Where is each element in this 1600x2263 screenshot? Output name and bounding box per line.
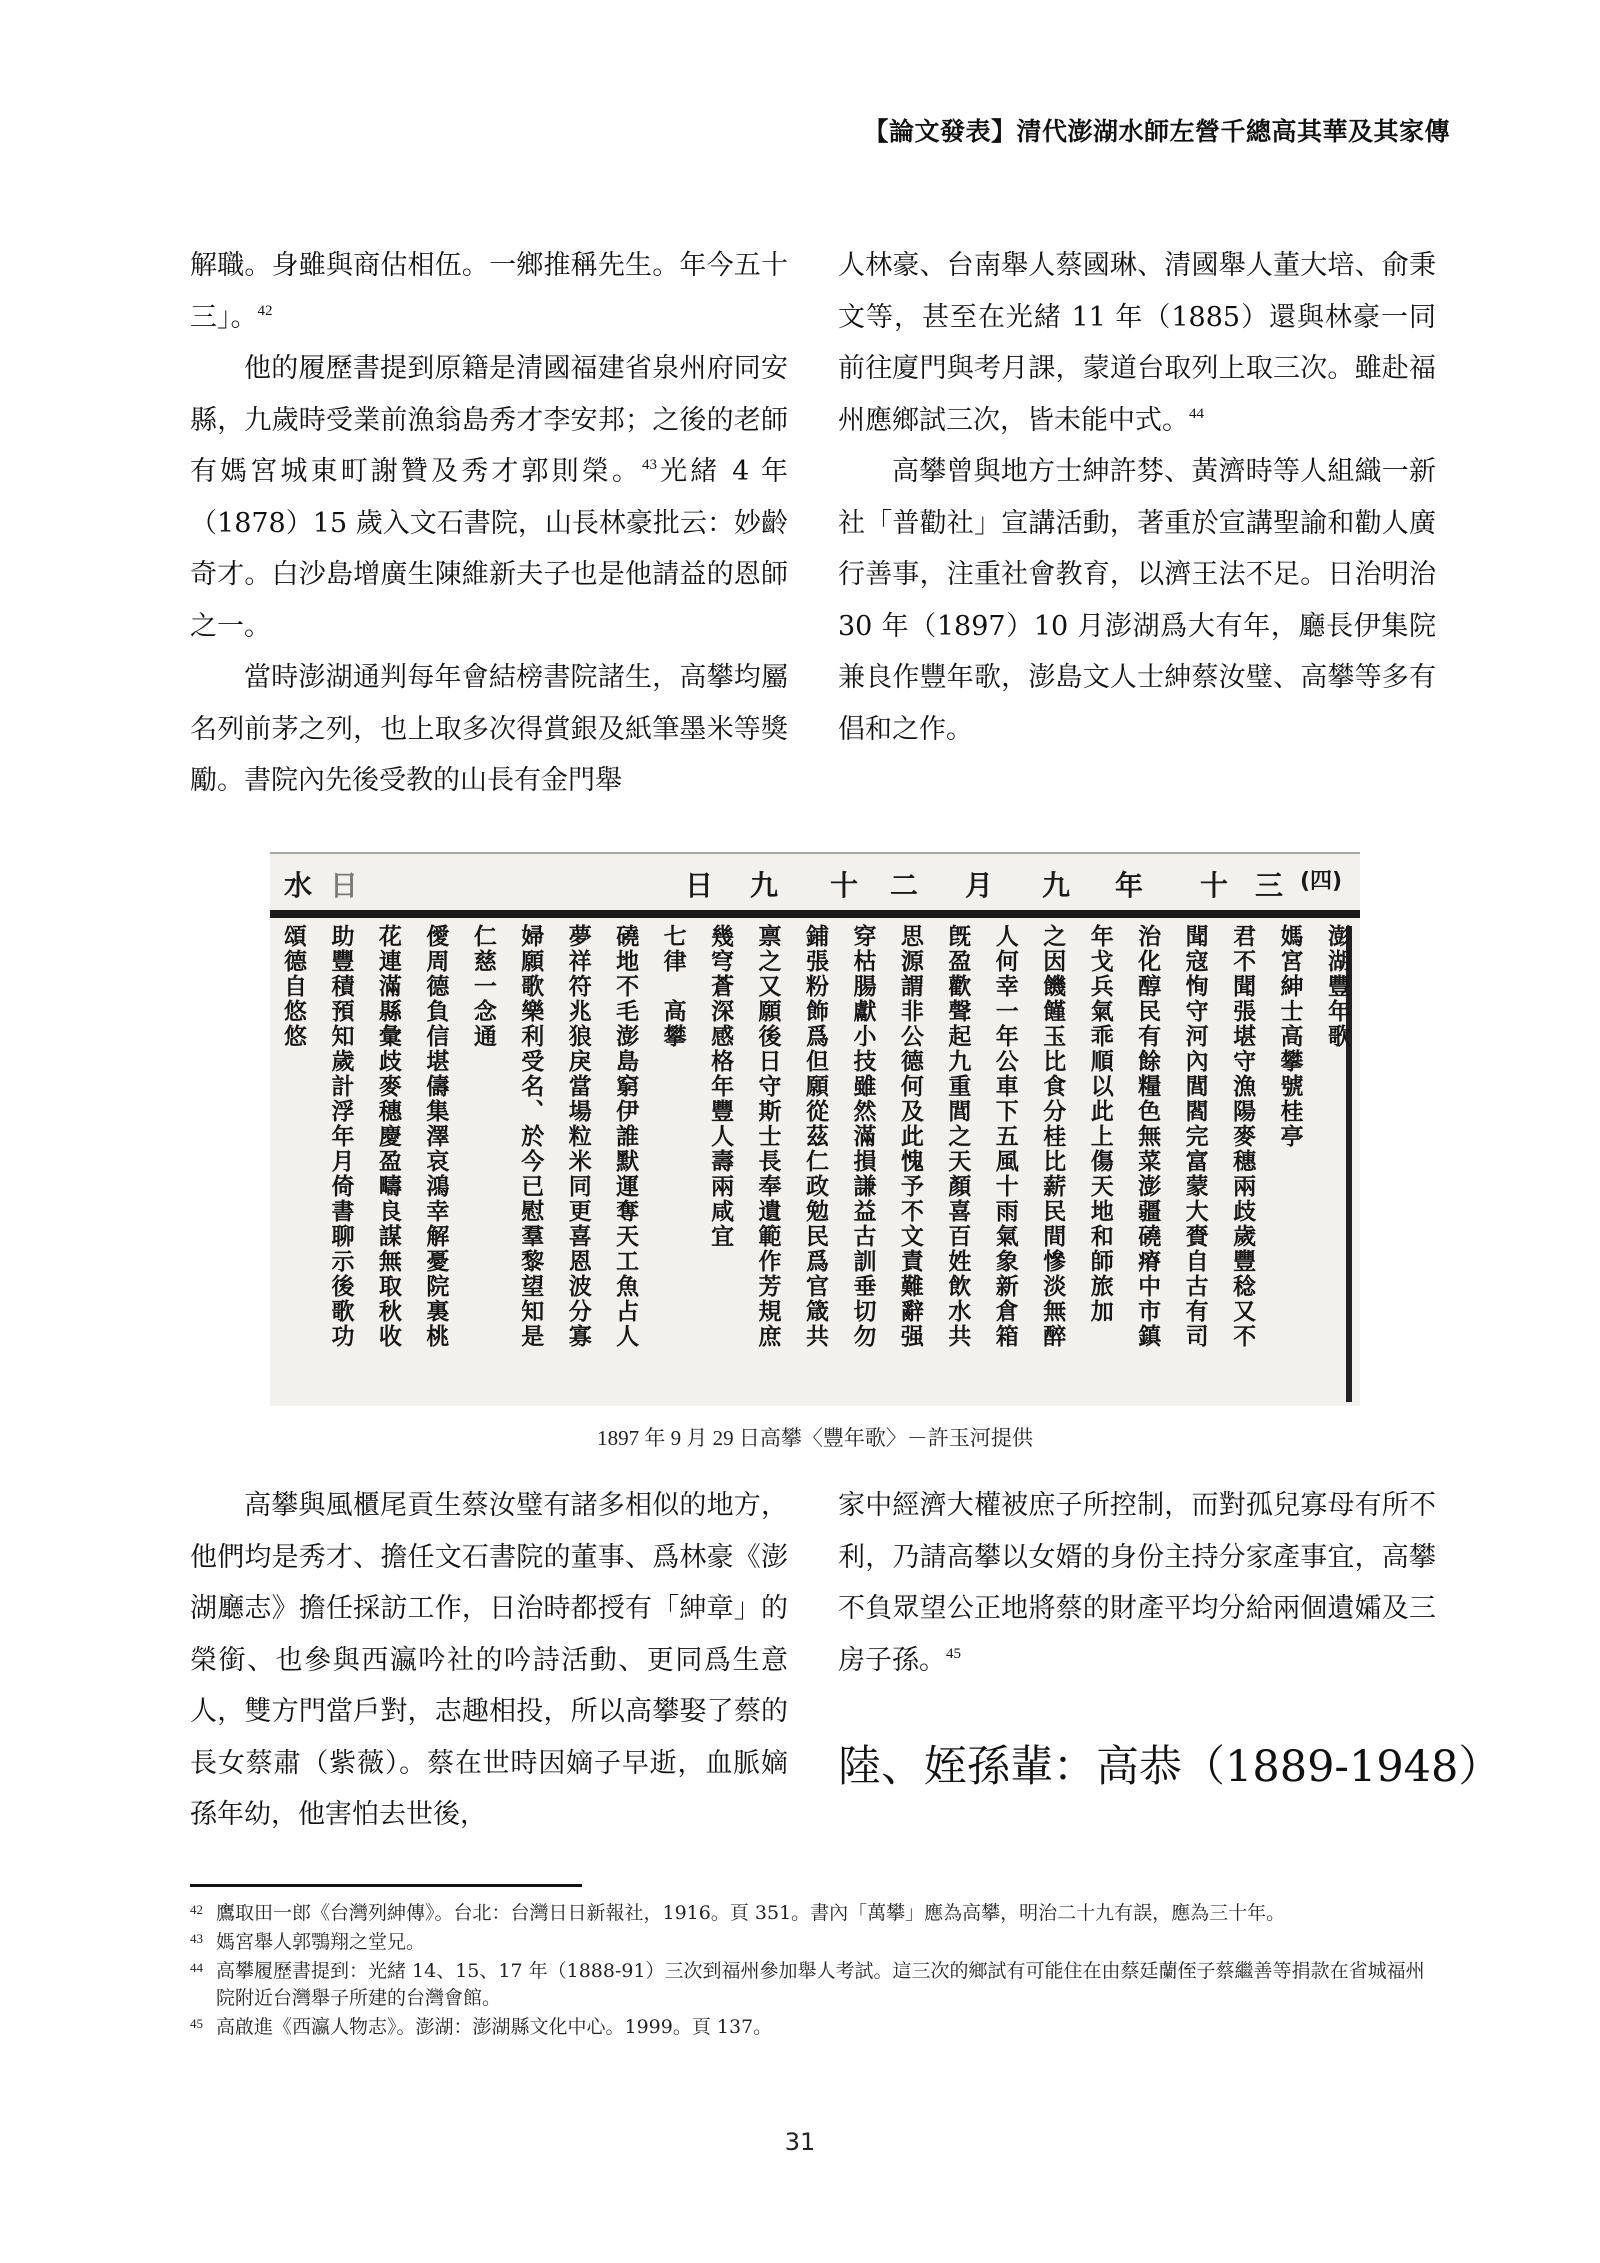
footnote (190, 2014, 1440, 2041)
newspaper-column: 澎湖豐年歌 (1323, 924, 1350, 1049)
newspaper-header-char: 年 (1115, 869, 1144, 902)
paragraph-text: 當時澎湖通判每年會結榜書院諸生，高攀均屬名列前茅之列，也上取多次得賞銀及紙筆墨米等獎勵。書院內先後受教的山長有金門舉 (190, 662, 788, 796)
footnote-ref[interactable]: 42 (257, 302, 273, 319)
newspaper-column: 幾穹蒼深感格年豐人壽兩咸宜 (707, 924, 734, 1249)
footnote-text: 高啟進《西瀛人物志》。澎湖：澎湖縣文化中心。1999。頁 137。 (216, 2016, 773, 2038)
footnote-number: 45 (190, 2016, 203, 2031)
footnote-number: 43 (190, 1931, 203, 1946)
paragraph (190, 652, 788, 807)
footnote (190, 1958, 1440, 2012)
newspaper-column: 禀之又願後日守斯士長奉遺範作芳規庶 (754, 924, 781, 1349)
newspaper-column: 助豐積預知歲計浮年月倚書聊示後歌功 (327, 924, 354, 1349)
newspaper-header-char: 水 (284, 869, 313, 902)
newspaper-column: 仁慈一念通 (469, 924, 496, 1049)
newspaper-header-char: 二 (890, 869, 919, 902)
newspaper-header-char: (四) (1300, 869, 1343, 894)
newspaper-column: 治化醇民有餘糧色無菜澎疆磽瘠中市鎮 (1134, 924, 1161, 1349)
newspaper-column: 磽地不毛澎島窮伊誰默運奪天工魚占人 (612, 924, 639, 1349)
footnotes (190, 1900, 1440, 2043)
paragraph (190, 343, 788, 652)
paragraph (838, 446, 1436, 755)
newspaper-header-char: 九 (1042, 869, 1071, 902)
newspaper-column: 夢祥符兆狼戾當場粒米同更喜恩波分寡 (564, 924, 591, 1349)
newspaper-column: 鋪張粉飾爲但願從茲仁政勉民爲官箴共 (801, 924, 828, 1349)
newspaper-column: 聞寇恂守河內閭閻完富蒙大賚自古有司 (1181, 924, 1208, 1349)
newspaper-header-char: 三 (1255, 869, 1284, 902)
footnote (190, 1900, 1440, 1927)
footnote-number: 44 (190, 1960, 203, 1975)
newspaper-header-char: 十 (830, 869, 859, 902)
newspaper-column: 婦願歌樂利受名、於今已慰羣黎望知是 (517, 924, 544, 1349)
newspaper-header-char: 日 (330, 869, 359, 902)
body-column-left-bottom (190, 1480, 788, 1841)
newspaper-column: 旣盈歡聲起九重閭之天顏喜百姓飲水共 (944, 924, 971, 1349)
paragraph (838, 1480, 1436, 1686)
footnote-text: 媽宮舉人郭鶚翔之堂兄。 (216, 1931, 426, 1953)
footnote-divider (190, 1884, 582, 1887)
newspaper-column: 君不聞張堪守漁陽麥穗兩歧歲豐稔又不 (1229, 924, 1256, 1349)
paragraph-text: 家中經濟大權被庶子所控制，而對孤兒寡母有所不利，乃請高攀以女婿的身份主持分家產事宜，高攀不負眾望公正地將蔡的財產平均分給兩個遺孀及三房子孫。 (838, 1490, 1436, 1676)
footnote-number: 42 (190, 1902, 203, 1917)
footnote-ref[interactable]: 44 (1189, 405, 1204, 422)
newspaper-column: 花連滿縣彙歧麥穗慶盈疇良謀無取秋收 (374, 924, 401, 1349)
newspaper-column: 年戈兵氣乖順以此上傷天地和師旅加 (1086, 924, 1113, 1324)
paragraph-text: 解職。身雖與商估相伍。一鄉推稱先生。年今五十三」。 (190, 250, 788, 333)
paragraph-text: 光緒 4 年（1878）15 歲入文石書院，山長林豪批云：妙齡奇才。白沙島增廣生陳維新夫子也是他請益的恩師之一。 (190, 456, 789, 642)
newspaper-rule (270, 910, 1360, 918)
section-heading: 陸、姪孫輩：高恭（1889-1948） (838, 1742, 1502, 1792)
paragraph (838, 240, 1436, 446)
newspaper-column: 穿枯腸獻小技雖然滿損謙益古訓垂切勿 (849, 924, 876, 1349)
newspaper-column: 之因饑饉玉比食分桂比薪民間慘淡無醉 (1039, 924, 1066, 1349)
newspaper-header-char: 月 (965, 869, 994, 902)
newspaper-column: 思源謂非公德何及此愧予不文責難辭强 (896, 924, 923, 1349)
newspaper-column: 七律 高攀 (659, 924, 686, 1049)
running-header-title: 【論文發表】清代澎湖水師左營千總高其華及其家傳 (863, 117, 1450, 146)
footnote-ref[interactable]: 43 (642, 457, 657, 473)
newspaper-column: 人何幸一年公車下五風十雨氣象新倉箱 (991, 924, 1018, 1349)
footnote (190, 1929, 1440, 1956)
paragraph-text: 高攀與風櫃尾貢生蔡汝璧有諸多相似的地方，他們均是秀才、擔任文石書院的董事、爲林豪《澎湖廳志》擔任採訪工作，日治時都授有「紳章」的榮銜、也參與西瀛吟社的吟詩活動、更同爲生意人，雙方門當戶對，志趣相投，所以高攀娶了蔡的長女蔡肅（紫薇）。蔡在世時因嫡子早逝，血脈嫡孫年幼，他害怕去世後， (190, 1490, 788, 1830)
paragraph (190, 240, 788, 343)
newspaper-column: 媽宮紳士高攀號桂亭 (1276, 924, 1303, 1149)
newspaper-column: 僾周德負信堪儔集澤哀鴻幸解憂院裏桃 (422, 924, 449, 1349)
footnote-text: 鷹取田一郎《台灣列紳傳》。台北：台灣日日新報社，1916。頁 351。書內「萬攀」應為高攀，明治二十九有誤，應為三十年。 (216, 1902, 1286, 1924)
page-number: 31 (784, 2128, 816, 2156)
newspaper-header (270, 864, 1360, 904)
newspaper-column: 頌德自悠悠 (280, 924, 306, 1049)
body-column-left-top (190, 240, 788, 807)
body-column-right-bottom (838, 1480, 1436, 1686)
newspaper-clipping-figure (270, 852, 1360, 1406)
newspaper-text-body (278, 924, 1352, 1398)
paragraph-text: 人林豪、台南舉人蔡國琳、清國舉人董大培、俞秉文等，甚至在光緒 11 年（1885）還與林豪一同前往廈門與考月課，蒙道台取列上取三次。雖赴福州應鄉試三次，皆未能中式。 (838, 250, 1436, 436)
footnote-text: 高攀履歷書提到：光緒 14、15、17 年（1888-91）三次到福州參加舉人考試。這三次的鄉試有可能住在由蔡廷蘭侄子蔡繼善等捐款在省城福州院附近台灣舉子所建的台灣會館。 (216, 1960, 1425, 2009)
newspaper-header-char: 十 (1200, 869, 1229, 902)
paragraph-text: 高攀曾與地方士紳許棼、黃濟時等人組織一新社「普勸社」宣講活動，著重於宣講聖諭和勸人廣行善事，注重社會教育，以濟王法不足。日治明治 30 年（1897）10 月澎湖爲大有年，廳長伊集院兼良作豐年歌，澎島文人士紳蔡汝璧、高攀等多有倡和之作。 (838, 456, 1436, 745)
footnote-ref[interactable]: 45 (946, 1645, 961, 1662)
body-column-right-top (838, 240, 1436, 755)
newspaper-header-char: 日 (685, 869, 714, 902)
figure-caption: 1897 年 9 月 29 日高攀〈豐年歌〉－許玉河提供 (597, 1426, 1033, 1450)
paragraph-text: 他的履歷書提到原籍是清國福建省泉州府同安縣，九歲時受業前漁翁島秀才李安邦；之後的老師有媽宮城東町謝贊及秀才郭則榮。 (190, 353, 788, 487)
paragraph (190, 1480, 788, 1841)
newspaper-header-char: 九 (750, 869, 779, 902)
